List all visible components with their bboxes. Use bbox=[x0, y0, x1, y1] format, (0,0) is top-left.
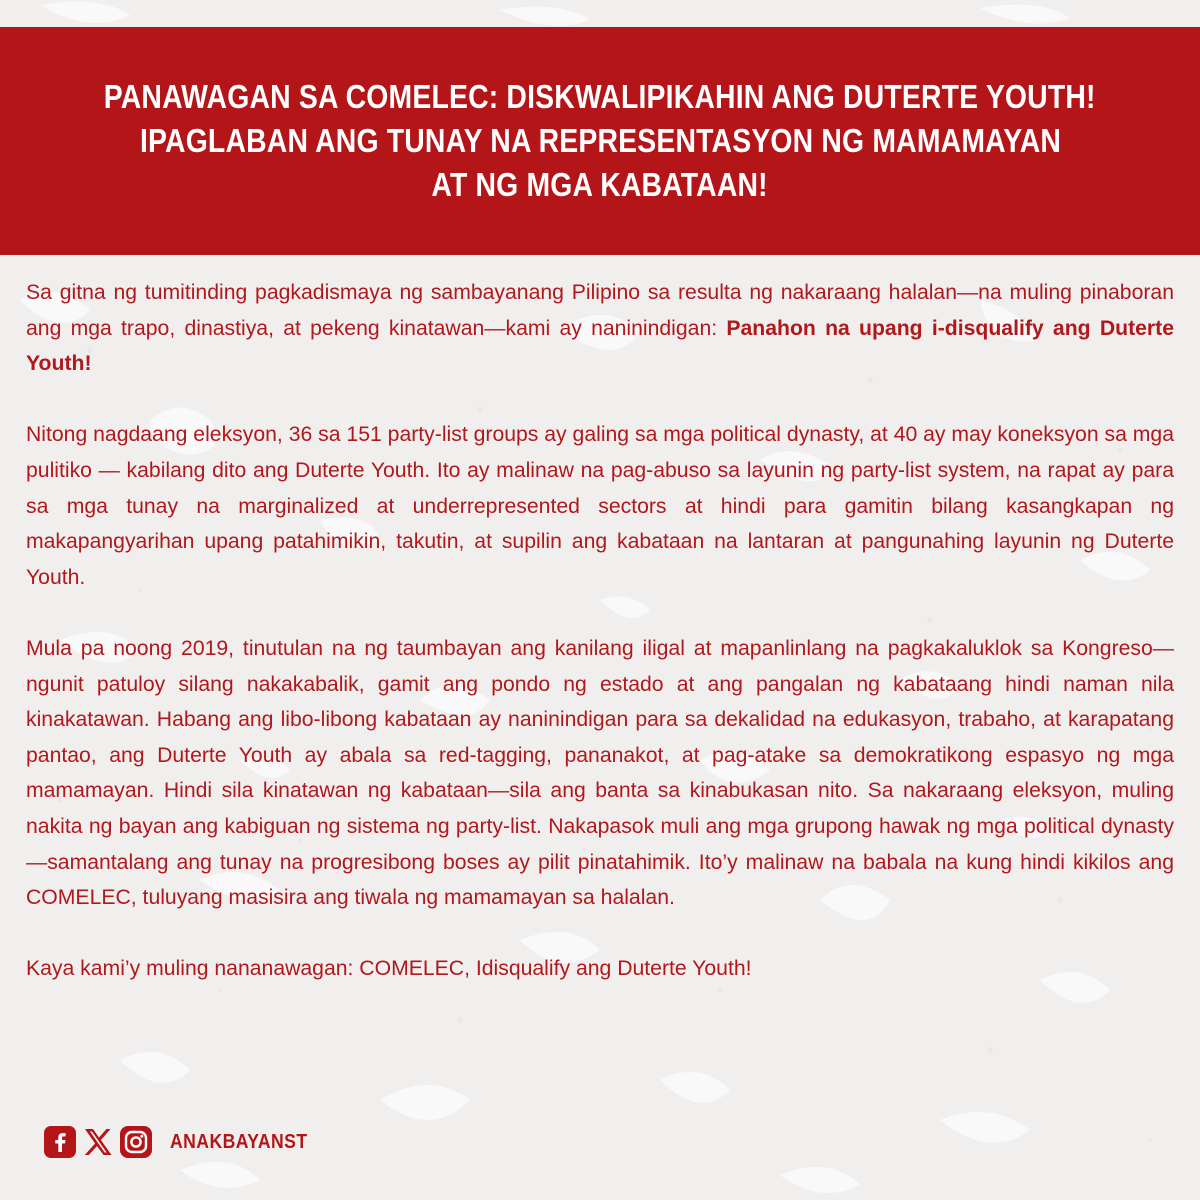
paragraph-1-emphasis: Panahon na upang i-disqualify ang Duterte Youth! bbox=[26, 316, 1174, 376]
title-line-2: IPAGLABAN ANG TUNAY NA REPRESENTASYON NG MAMAMAYAN bbox=[139, 122, 1061, 159]
instagram-icon[interactable] bbox=[120, 1126, 152, 1158]
title-line-1: PANAWAGAN SA COMELEC: DISKWALIPIKAHIN ANG DUTERTE YOUTH! bbox=[104, 78, 1096, 115]
social-handle[interactable]: ANAKBAYANST bbox=[170, 1130, 308, 1153]
paragraph-4: Kaya kami’y muling nananawagan: COMELEC, Idisqualify ang Duterte Youth! bbox=[26, 957, 752, 981]
facebook-icon[interactable] bbox=[44, 1126, 76, 1158]
title-banner bbox=[0, 27, 1200, 255]
paragraph-2: Nitong nagdaang eleksyon, 36 sa 151 party-list groups ay galing sa mga political dynasty, at 40 ay may koneksyon sa mga pulitiko — kabilang dito ang Duterte Youth. Ito ay malinaw na pag-abuso sa layunin ng party-list system, na rapat ay para sa mga tunay na marginalized at underrepresented sectors at hindi para gamitin bilang kasangkapan ng makapangyarihan upang patahimikin, takutin, at supilin ang kabataan na lantaran at pangunahing layunin ng Duterte Youth. bbox=[26, 423, 1174, 589]
title-line-3: AT NG MGA KABATAAN! bbox=[431, 166, 769, 203]
paragraph-1 bbox=[26, 275, 1174, 382]
statement-body bbox=[26, 275, 1174, 1022]
x-twitter-icon[interactable] bbox=[82, 1126, 114, 1158]
social-footer bbox=[44, 1126, 326, 1158]
paragraph-1-text: Sa gitna ng tumitinding pagkadismaya ng sambayanang Pilipino sa resulta ng nakaraang halalan—na muling pinaboran ang mga trapo, dinastiya, at pekeng kinatawan—kami ay naninindigan: bbox=[26, 281, 1174, 340]
paragraph-3: Mula pa noong 2019, tinutulan na ng taumbayan ang kanilang iligal at mapanlinlang na pagkakaluklok sa Kongreso—ngunit patuloy silang nakakabalik, gamit ang pondo ng estado at ang pangalan ng kabataang hindi naman nila kinakatawan. Habang ang libo-libong kabataan ay naninindigan para sa dekalidad na edukasyon, trabaho, at karapatang pantao, ang Duterte Youth ay abala sa red-tagging, pananakot, at pag-atake sa demokratikong espasyo ng mga mamamayan. Hindi sila kinatawan ng kabataan—sila ang banta sa kinabukasan nito. Sa nakaraang eleksyon, muling nakita ng bayan ang kabiguan ng sistema ng party-list. Nakapasok muli ang mga grupong hawak ng mga political dynasty—samantalang ang tunay na progresibong boses ay pilit pinatahimik. Ito’y malinaw na babala na kung hindi kikilos ang COMELEC, tuluyang masisira ang tiwala ng mamamayan sa halalan. bbox=[26, 636, 1174, 910]
